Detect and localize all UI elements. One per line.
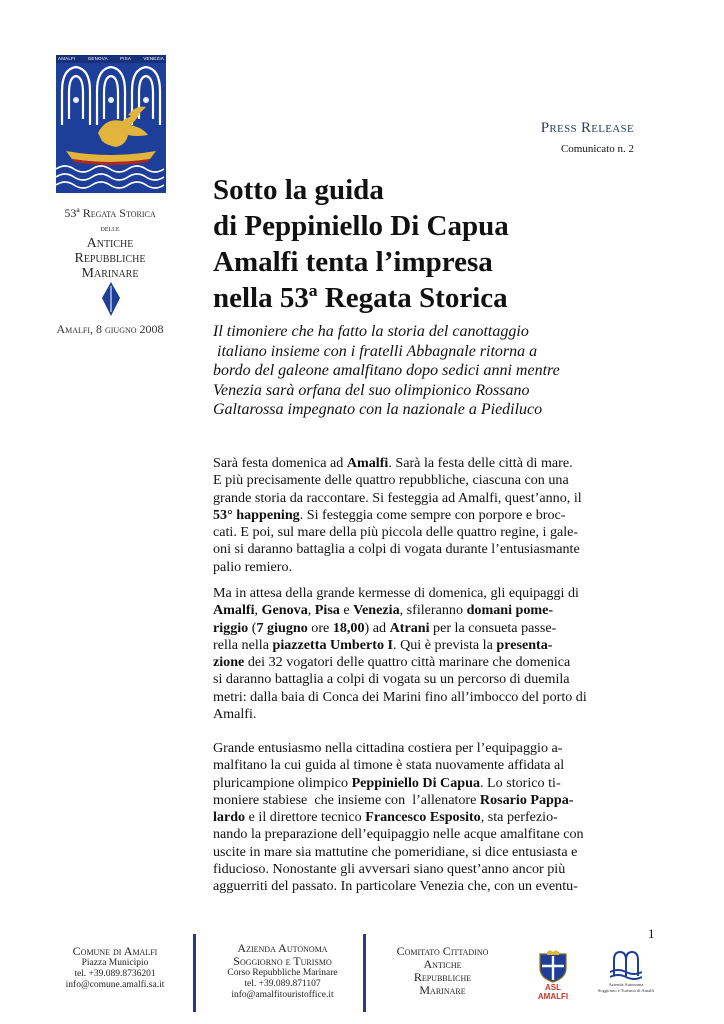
poster-city: VENEZIA xyxy=(143,56,164,61)
bold-text: 53° happening xyxy=(213,506,300,523)
bold-text: 18,00 xyxy=(332,619,365,636)
text-run: oni si daranno battaglia a colpi di vogata durante l’entusiasmante xyxy=(213,541,580,558)
footer-comune: Comune di Amalfi Piazza Municipio tel. +39.089.8736201 info@comune.amalfi.sa.it xyxy=(45,945,185,991)
press-release-label: Press Release xyxy=(540,120,634,136)
paragraph-line xyxy=(213,507,643,524)
text-run: . Qui è prevista la xyxy=(393,636,497,653)
footer-comitato: Comitato Cittadino Antiche Repubbliche Marinare xyxy=(396,944,489,997)
text-run: pluricampione olimpico xyxy=(213,774,352,791)
poster-city: GENOVA xyxy=(87,56,108,61)
text-run: e xyxy=(339,602,354,619)
paragraph-line xyxy=(213,541,643,558)
paragraph-line xyxy=(213,757,643,774)
footer-divider xyxy=(363,934,366,1012)
text-run: ore xyxy=(307,619,333,636)
text-run: malfitano la cui guida al timone è stata nuovamente affidata al xyxy=(213,757,565,774)
bold-text: Peppiniello Di Capua xyxy=(351,774,480,791)
bold-text: Venezia xyxy=(353,602,400,619)
text-run: cati. E poi, sul mare della più piccola delle quattro regine, i gale- xyxy=(213,524,579,541)
text-run: e il direttore tecnico xyxy=(245,809,366,826)
footer-divider xyxy=(193,934,196,1012)
bold-text: Genova xyxy=(261,602,308,619)
text-run: grande storia da raccontare. Si festeggia ad Amalfi, quest’anno, il xyxy=(213,489,582,506)
paragraph-line xyxy=(213,740,643,757)
text-run: Ma in attesa della grande kermesse di domenica, gli equipaggi di xyxy=(213,585,579,601)
text-run: ) ad xyxy=(364,619,390,636)
paragraph-line xyxy=(213,620,643,637)
paragraph-line xyxy=(213,490,643,507)
text-run: , sta perfezio- xyxy=(480,809,558,826)
paragraph-line xyxy=(213,637,643,654)
text-run: Amalfi. xyxy=(213,706,257,723)
sidebar-date: Amalfi, 8 giugno 2008 xyxy=(56,322,164,336)
text-run: dei 32 vogatori delle quattro città marinare che domenica xyxy=(244,654,571,671)
body-paragraph xyxy=(213,740,643,896)
text-run: , sfileranno xyxy=(399,602,467,619)
paragraph-line xyxy=(213,689,643,706)
bold-text: riggio xyxy=(213,619,249,636)
bold-text: 7 giugno xyxy=(256,619,308,636)
subtitle: Il timoniere che ha fatto la storia del canottaggio italiano insieme con i fratelli Abbagnale ritorna a bordo del galeone amalfitano dopo sedici anni mentre Venezia sarà orfana del suo olimpionico Rossano Galtarossa impegnato con la nazionale a Piediluco xyxy=(213,323,560,418)
bold-text: Amalfi xyxy=(346,455,389,471)
paragraph-line xyxy=(213,524,643,541)
paragraph-line xyxy=(213,602,643,619)
text-run: Sarà festa domenica ad xyxy=(213,455,347,471)
text-run: agguerriti del passato. In particolare Venezia che, con un eventu- xyxy=(213,878,578,895)
poster-city: AMALFI xyxy=(58,56,76,61)
paragraph-line xyxy=(213,455,643,472)
text-run: si daranno battaglia a colpi di vogata su un percorso di duemila xyxy=(213,671,570,688)
bold-text: Pisa xyxy=(314,602,340,619)
text-run: per la consueta passe- xyxy=(429,619,557,636)
text-run: . Si festeggia come sempre con porpore e broc- xyxy=(299,506,566,523)
paragraph-line xyxy=(213,878,643,895)
text-run: uscite in mare sia mattutine che pomeridiane, si dice entusiasta e xyxy=(213,843,578,860)
text-run: moniere stabiese che insieme con l’allenatore xyxy=(213,791,480,808)
comune-email: info@comune.amalfi.sa.it xyxy=(65,980,165,990)
page-number: 1 xyxy=(648,926,655,941)
bold-text: Atrani xyxy=(389,619,430,636)
sidebar-event-title: 53ª Regata Storica delle Antiche Repubbliche Marinare xyxy=(64,206,156,281)
paragraph-line xyxy=(213,826,643,843)
paragraph-line xyxy=(213,775,643,792)
bold-text: domani pome- xyxy=(466,602,554,619)
paragraph-line xyxy=(213,585,643,602)
paragraph-line xyxy=(213,472,643,489)
paragraph-line xyxy=(213,861,643,878)
bold-text: Amalfi xyxy=(213,602,255,619)
body-paragraph xyxy=(213,585,643,723)
amalfi-crest-logo xyxy=(536,950,570,984)
text-run: rella nella xyxy=(213,636,273,653)
amalfi-crest-label: ASL AMALFI xyxy=(537,983,569,1001)
footer-azienda: Azienda Autonoma Soggiorno e Turismo Corso Repubbliche Marinare tel. +39.089.871107 info@amalfitouristoffice.it xyxy=(210,942,355,1001)
bold-text: lardo xyxy=(213,809,246,826)
paragraph-line xyxy=(213,792,643,809)
page-title: Sotto la guida di Peppiniello Di Capua Amalfi tenta l’impresa nella 53ª Regata Storica xyxy=(213,174,509,314)
paragraph-line xyxy=(213,706,643,723)
text-run: E più precisamente delle quattro repubbliche, ciascuna con una xyxy=(213,472,569,489)
paragraph-line xyxy=(213,559,643,576)
paragraph-line xyxy=(213,809,643,826)
poster-cities xyxy=(58,56,164,61)
bold-text: Rosario Pappa- xyxy=(479,791,574,808)
text-run: Grande entusiasmo nella cittadina costiera per l’equipaggio a- xyxy=(213,740,563,756)
paragraph-line xyxy=(213,671,643,688)
text-run: ( xyxy=(248,619,257,636)
text-run: . Lo storico ti- xyxy=(480,774,561,791)
oar-blade-icon xyxy=(102,282,120,316)
bold-text: piazzetta Umberto I xyxy=(272,636,394,653)
text-run: nando la preparazione dell’equipaggio nelle acque amalfitane con xyxy=(213,826,584,843)
text-run: , xyxy=(254,602,262,619)
bold-text: presenta- xyxy=(496,636,553,653)
poster-city: PISA xyxy=(120,56,132,61)
text-run: metri: dalla baia di Conca dei Marini fino all’imbocco del porto di xyxy=(213,688,587,705)
text-run: . Sarà la festa delle città di mare. xyxy=(388,455,573,471)
regata-poster-image xyxy=(56,55,166,193)
paragraph-line xyxy=(213,654,643,671)
bold-text: zione xyxy=(213,654,245,671)
azienda-email: info@amalfitouristoffice.it xyxy=(231,990,334,1000)
bold-text: Francesco Esposito xyxy=(365,809,481,826)
comunicato-number: Comunicato n. 2 xyxy=(560,143,634,155)
text-run: , xyxy=(307,602,315,619)
azienda-turismo-label: Azienda Autonoma Soggiorno e Turismo di Amalfi xyxy=(597,982,655,993)
paragraph-line xyxy=(213,844,643,861)
text-run: palio remiero. xyxy=(213,558,293,575)
azienda-turismo-logo xyxy=(610,950,642,980)
body-paragraph xyxy=(213,455,643,576)
text-run: fiducioso. Nonostante gli avversari siano quest’anno ancor più xyxy=(213,861,566,878)
